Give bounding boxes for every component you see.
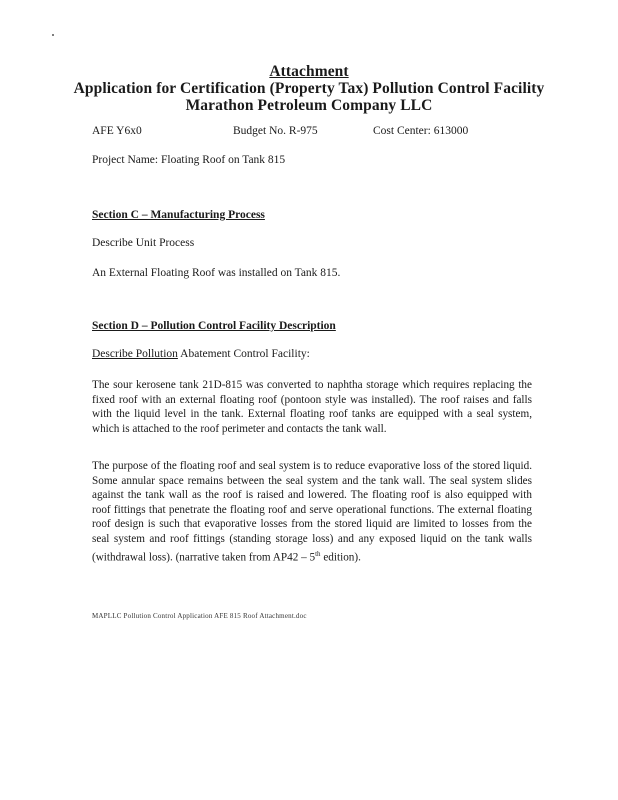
section-c-heading: Section C – Manufacturing Process bbox=[92, 209, 265, 221]
paragraph-purpose bbox=[92, 459, 532, 565]
describe-abatement-label: Abatement Control Facility: bbox=[177, 348, 310, 360]
edition-superscript: th bbox=[315, 549, 321, 558]
attachment-heading: Attachment bbox=[269, 63, 349, 80]
company-name: Marathon Petroleum Company LLC bbox=[185, 97, 433, 114]
describe-unit-process: Describe Unit Process bbox=[92, 237, 195, 249]
scan-speck bbox=[52, 34, 54, 36]
describe-pollution-abatement bbox=[92, 348, 310, 360]
project-name: Project Name: Floating Roof on Tank 815 bbox=[92, 154, 286, 166]
process-description: An External Floating Roof was installed on Tank 815. bbox=[92, 267, 341, 279]
footer-filename: MAPLLC Pollution Control Application AFE 815 Roof Attachment.doc bbox=[92, 612, 307, 620]
section-d-heading: Section D – Pollution Control Facility Description bbox=[92, 320, 336, 332]
paragraph-purpose-text: The purpose of the floating roof and seal system is to reduce evaporative loss of the stored liquid. Some annular space remains between the seal system and the tank wall. The seal system slides against the tank wall as the roof is raised and lowered. The floating roof is also equipped with roof fittings that penetrate the floating roof and serve operational functions. The external floating roof design is such that evaporative losses from the stored liquid are limited to losses from the seal system and roof fittings (standing storage loss) and any exposed liquid on the tank walls (withdrawal loss). (narrative taken from AP42 – 5 bbox=[92, 460, 532, 564]
title-block bbox=[0, 63, 618, 114]
meta-row bbox=[0, 125, 618, 141]
describe-pollution-label: Describe Pollution bbox=[92, 348, 178, 360]
paragraph-purpose-end: edition). bbox=[320, 551, 361, 564]
afe-number: AFE Y6x0 bbox=[92, 125, 142, 137]
paragraph-conversion: The sour kerosene tank 21D-815 was converted to naphtha storage which requires replacing the fixed roof with an external floating roof (pontoon style was installed). The roof raises and falls with the liquid level in the tank. External floating roof tanks are equipped with a seal system, which is attached to the roof perimeter and contacts the tank wall. bbox=[92, 379, 532, 435]
application-title: Application for Certification (Property Tax) Pollution Control Facility bbox=[73, 80, 545, 97]
cost-center: Cost Center: 613000 bbox=[373, 125, 469, 137]
budget-number: Budget No. R-975 bbox=[233, 125, 318, 137]
